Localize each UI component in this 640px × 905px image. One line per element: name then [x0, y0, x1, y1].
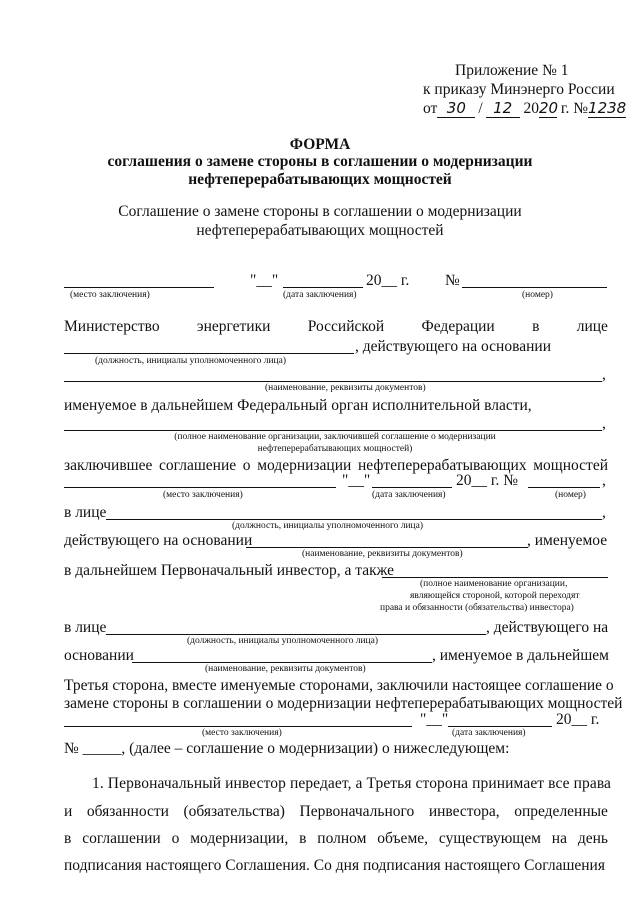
referred-as: , именуемое в дальнейшем — [432, 647, 609, 664]
ministry-acting: , действующего на основании — [355, 338, 551, 355]
caption-place: (место заключения) — [163, 490, 243, 500]
comma: , — [602, 504, 606, 521]
handwritten-day: 30 — [437, 99, 475, 118]
form-heading-line2: нефтеперерабатывающих мощностей — [188, 171, 452, 188]
caption-date: (дата заключения) — [452, 728, 526, 738]
caption-org-line2: являющейся стороной, которой переходят — [410, 591, 580, 601]
ministry-position-field[interactable] — [64, 353, 354, 354]
word: в — [299, 830, 307, 847]
word: и — [64, 803, 73, 820]
word: энергетики — [196, 318, 271, 335]
word: заключившее — [64, 457, 153, 474]
acting-on: , действующего на — [486, 619, 609, 636]
date-year: 20__ г. — [366, 272, 410, 289]
word: лице — [576, 318, 608, 335]
word: о — [171, 830, 180, 847]
word: модернизации, — [190, 830, 289, 847]
caption-date: (дата заключения) — [283, 290, 357, 300]
caption-org-line1: (полное наименование организации, — [420, 579, 568, 589]
referred-as: , именуемое — [527, 532, 608, 549]
in-person-label: в лице — [64, 619, 107, 636]
third-party-place-field[interactable] — [64, 726, 412, 727]
date-separator: / — [478, 100, 483, 117]
word: инвестора, — [428, 803, 500, 820]
word: в — [64, 830, 72, 847]
ministry-referred: именуемое в дальнейшем Федеральный орган исполнительной власти, — [64, 397, 532, 414]
date-prefix: от — [423, 100, 438, 117]
clause1-line2 — [64, 803, 608, 821]
appendix-order-line: к приказу Минэнерго России — [423, 81, 615, 98]
third-party-org-field[interactable] — [382, 577, 608, 578]
word: день — [577, 830, 608, 847]
word: модернизации — [257, 457, 352, 474]
year-prefix: 20 — [523, 100, 540, 117]
word: полном — [317, 830, 367, 847]
caption-docs: (наименование, реквизиты документов) — [302, 549, 463, 559]
number-sign: № — [445, 272, 460, 289]
word: Федерации — [421, 318, 495, 335]
word: Первоначального — [299, 803, 415, 820]
caption-place: (место заключения) — [70, 290, 150, 300]
word: на — [551, 830, 567, 847]
caption-org-line2: нефтеперерабатывающих мощностей) — [257, 444, 413, 454]
caption-position: (должность, инициалы уполномоченного лица) — [95, 356, 287, 366]
third-party-line1: Третья сторона, вместе именуемые сторонами, заключили настоящее соглашение о — [64, 677, 614, 694]
concluded-place-field[interactable] — [64, 487, 336, 488]
comma: , — [602, 366, 606, 383]
concluded-quote: "__" — [342, 472, 371, 489]
word: соглашение — [159, 457, 237, 474]
concluded-date-field[interactable] — [372, 487, 452, 488]
person2-docs-field[interactable] — [132, 662, 432, 663]
handwritten-year: 20 — [539, 99, 559, 117]
word: соглашении — [82, 830, 161, 847]
caption-date: (дата заключения) — [372, 490, 446, 500]
caption-position: (должность, инициалы уполномоченного лица) — [232, 521, 424, 531]
date-field-line[interactable] — [283, 287, 363, 288]
acting-on-basis: действующего на основании — [64, 532, 253, 549]
person1-position-field[interactable] — [106, 519, 602, 520]
word: Российской — [307, 318, 385, 335]
word: в — [532, 318, 540, 335]
concluded-number-field[interactable] — [528, 487, 600, 488]
number-field-line[interactable] — [462, 287, 607, 288]
word: нефтеперерабатывающих — [357, 457, 527, 474]
clause1-line3 — [64, 830, 608, 848]
word: Министерство — [64, 318, 160, 335]
caption-org-line1: (полное наименование организации, заключившей соглашение о модернизации — [174, 432, 496, 442]
date-day-quote: "__" — [250, 272, 279, 289]
appendix-date-line — [423, 99, 626, 118]
caption-docs: (наименование, реквизиты документов) — [265, 383, 426, 393]
form-heading-line1: соглашения о замене стороны в соглашении о модернизации — [107, 153, 533, 170]
word: существующем — [438, 830, 541, 847]
word: определенные — [514, 803, 608, 820]
caption-number: (номер) — [522, 290, 553, 300]
agreement-number-line: № _____, (далее – соглашение о модернизации) о нижеследующем: — [64, 740, 510, 757]
in-person-label: в лице — [64, 504, 107, 521]
word: о — [242, 457, 251, 474]
basis-label: основании — [64, 647, 134, 664]
person1-docs-field[interactable] — [246, 547, 528, 548]
ministry-docs-field[interactable] — [64, 381, 602, 382]
concluded-year: 20__ г. № — [456, 472, 519, 489]
third-party-line2: замене стороны в соглашении о модернизации нефтеперерабатывающих мощностей — [64, 695, 623, 712]
handwritten-month: 12 — [486, 99, 520, 118]
place-field-line[interactable] — [64, 287, 214, 288]
third-party-year: 20__ г. — [556, 711, 600, 728]
appendix-title: Приложение № 1 — [455, 62, 569, 79]
caption-position: (должность, инициалы уполномоченного лица) — [187, 636, 379, 646]
form-heading: ФОРМА — [289, 136, 351, 153]
ministry-line — [64, 318, 608, 336]
word: (обязательства) — [183, 803, 285, 820]
clause1-line1: 1. Первоначальный инвестор передает, а Третья сторона принимает все права — [92, 775, 612, 792]
clause1-line4: подписания настоящего Соглашения. Со дня подписания настоящего Соглашения — [64, 857, 605, 874]
comma: , — [602, 415, 606, 432]
agreement-title-line1: Соглашение о замене стороны в соглашении о модернизации — [118, 203, 522, 220]
caption-org-line3: права и обязанности (обязательства) инвестора) — [380, 603, 574, 613]
caption-docs: (наименование, реквизиты документов) — [205, 664, 366, 674]
ministry-org-field[interactable] — [64, 430, 602, 431]
word: объеме, — [377, 830, 429, 847]
caption-place: (место заключения) — [202, 728, 282, 738]
person2-position-field[interactable] — [106, 634, 486, 635]
third-party-quote: "__" — [420, 711, 449, 728]
word: обязанности — [86, 803, 169, 820]
comma: , — [602, 472, 606, 489]
word: мощностей — [533, 457, 608, 474]
concluded-line — [64, 457, 608, 475]
handwritten-order-number: 1238 — [588, 99, 627, 117]
third-party-date-field[interactable] — [448, 726, 552, 727]
agreement-title-line2: нефтеперерабатывающих мощностей — [196, 222, 444, 239]
caption-number: (номер) — [555, 490, 586, 500]
initial-investor-line: в дальнейшем Первоначальный инвестор, а также — [64, 562, 394, 579]
year-suffix: г. № — [560, 100, 589, 117]
